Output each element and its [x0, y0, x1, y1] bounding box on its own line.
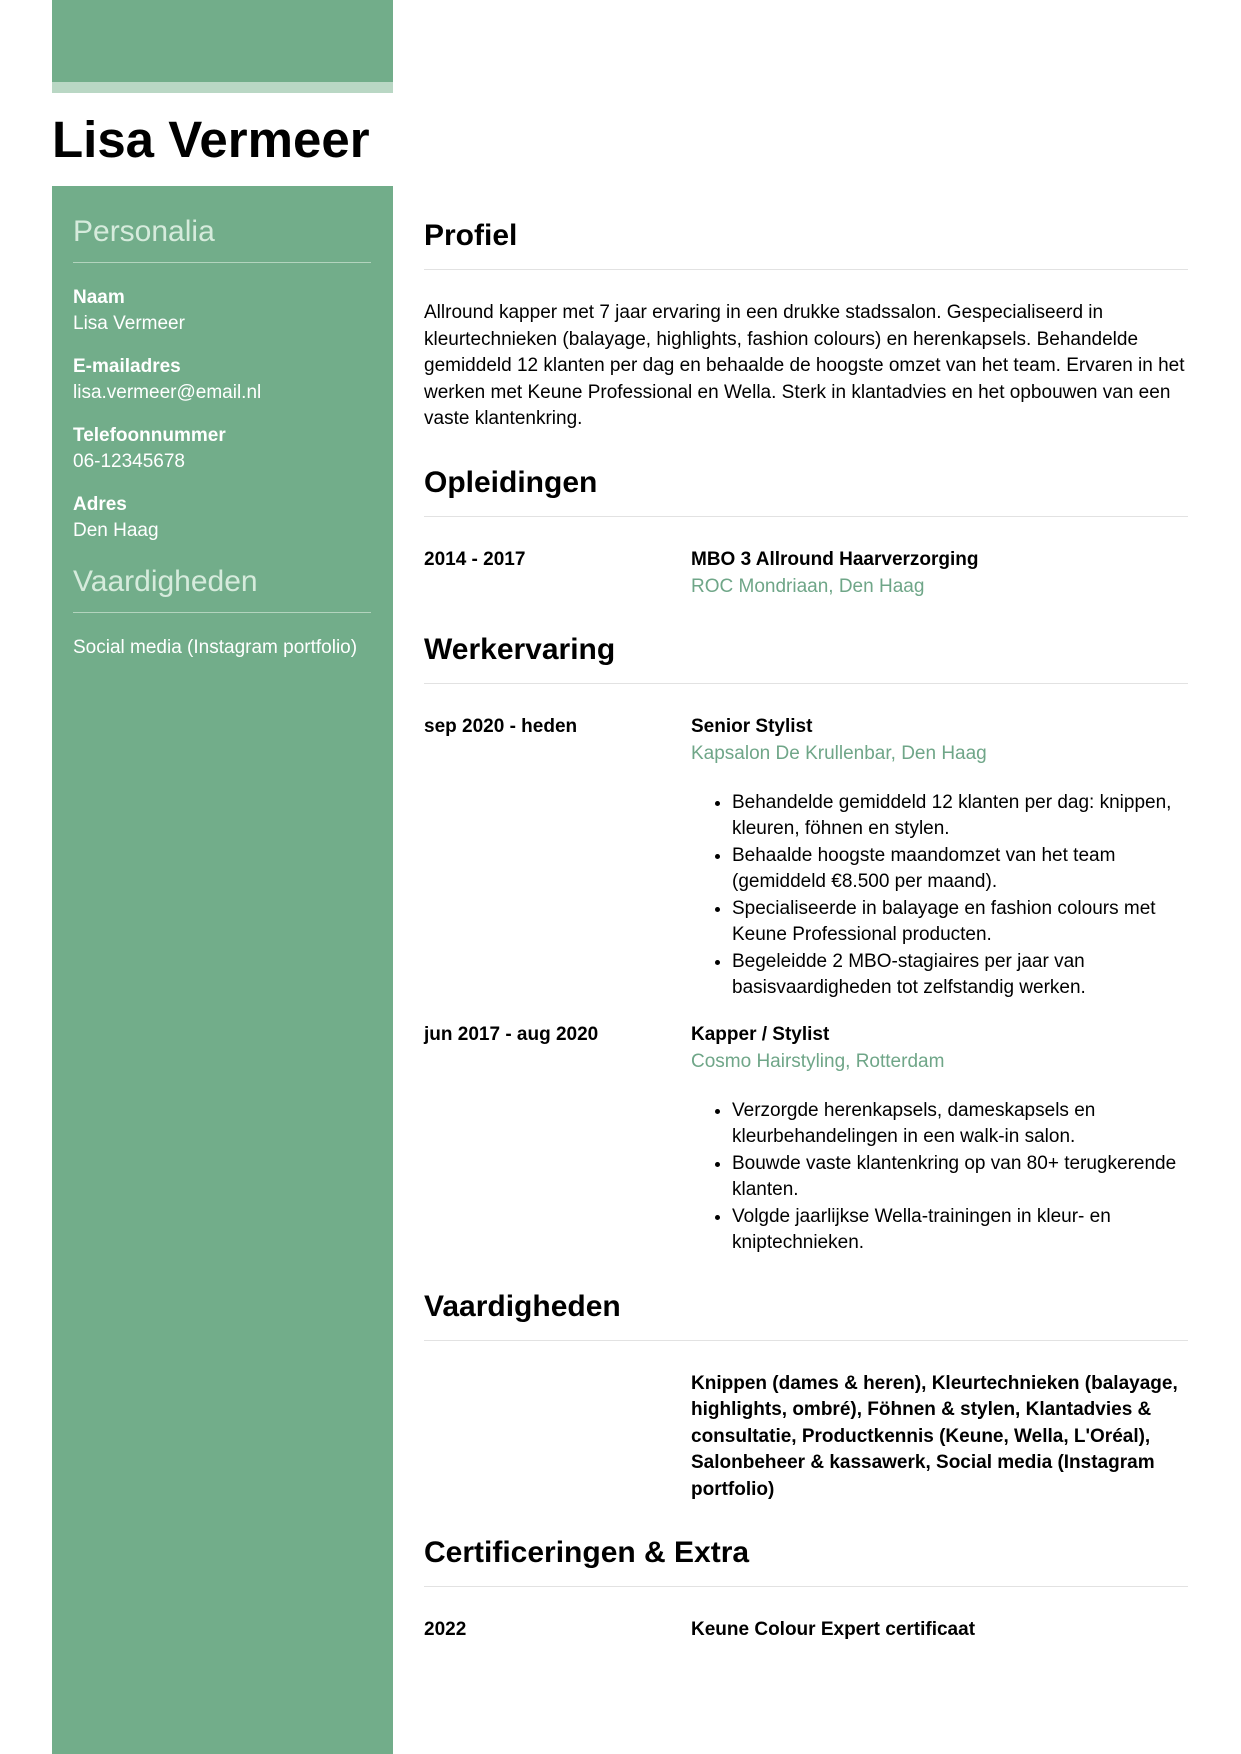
entry-bullets [691, 790, 1188, 1002]
section-title: Werkervaring [424, 628, 1188, 684]
entry-title: Keune Colour Expert certificaat [691, 1619, 976, 1640]
section-title: Opleidingen [424, 461, 1188, 517]
section-title: Vaardigheden [424, 1285, 1188, 1341]
field-value: lisa.vermeer@email.nl [73, 382, 262, 403]
entry-organization: Kapsalon De Krullenbar, Den Haag [691, 742, 987, 764]
field-value: 06-12345678 [73, 451, 185, 472]
entry-date: 2022 [424, 1619, 467, 1640]
certification-entry [424, 1617, 1188, 1643]
bullet-item: • Verzorgde herenkapsels, dameskapsels en kleurbehandelingen in een walk-in salon. [732, 1098, 1188, 1151]
entry-organization: ROC Mondriaan, Den Haag [691, 575, 925, 597]
bullet-item: • Bouwde vaste klantenkring op van 80+ terugkerende klanten. [732, 1151, 1188, 1204]
field-value: Den Haag [73, 520, 159, 541]
bullet-item: • Volgde jaarlijkse Wella-trainingen in kleur- en kniptechnieken. [732, 1204, 1188, 1257]
personal-field-email [73, 354, 371, 406]
section-certifications [424, 1531, 1188, 1643]
header-accent-block [52, 0, 393, 82]
section-profile [424, 214, 1188, 433]
personal-field-phone [73, 423, 371, 475]
section-experience [424, 628, 1188, 1257]
entry-date: 2014 - 2017 [424, 548, 526, 570]
header-accent-stripe [52, 82, 393, 93]
field-label: Naam [73, 287, 125, 308]
entry-bullets [691, 1098, 1188, 1257]
experience-entry [424, 1022, 1188, 1257]
bullet-item: • Begeleidde 2 MBO-stagiaires per jaar van basisvaardigheden tot zelfstandig werken. [732, 949, 1188, 1002]
entry-organization: Cosmo Hairstyling, Rotterdam [691, 1050, 945, 1072]
entry-date: sep 2020 - heden [424, 715, 578, 737]
sidebar-heading-personalia: Personalia [73, 214, 371, 263]
education-entry [424, 547, 1188, 600]
personal-field-address [73, 492, 371, 544]
entry-date: jun 2017 - aug 2020 [424, 1023, 599, 1045]
field-label: Adres [73, 494, 127, 515]
field-label: E-mailadres [73, 356, 181, 377]
section-education [424, 461, 1188, 600]
section-title: Certificeringen & Extra [424, 1531, 1188, 1587]
section-skills [424, 1285, 1188, 1504]
experience-entry [424, 714, 1188, 1002]
skills-text: Knippen (dames & heren), Kleurtechnieken (balayage, highlights, ombré), Föhnen & stylen, Klantadvies & consultatie, Productkennis (Keune, Wella, L'Oréal), Salonbeheer & kassawerk, Social media (Instagram portfolio) [691, 1372, 1178, 1500]
bullet-item: • Specialiseerde in balayage en fashion colours met Keune Professional producten. [732, 896, 1188, 949]
section-title: Profiel [424, 214, 1188, 270]
entry-title: MBO 3 Allround Haarverzorging [691, 548, 979, 570]
field-value: Lisa Vermeer [73, 313, 185, 334]
field-label: Telefoonnummer [73, 425, 226, 446]
main-content [424, 214, 1188, 1643]
entry-title: Senior Stylist [691, 715, 813, 737]
bullet-item: • Behandelde gemiddeld 12 klanten per dag: knippen, kleuren, föhnen en stylen. [732, 790, 1188, 843]
sidebar-heading-skills: Vaardigheden [73, 564, 371, 613]
candidate-name: Lisa Vermeer [52, 111, 370, 168]
entry-title: Kapper / Stylist [691, 1023, 830, 1045]
sidebar [52, 186, 393, 1754]
personal-field-name [73, 285, 371, 337]
profile-text: Allround kapper met 7 jaar ervaring in een drukke stadssalon. Gespecialiseerd in kleurtechnieken (balayage, highlights, fashion colours) en herenkapsels. Behandelde gemiddeld 12 klanten per dag en behaalde de hoogste omzet van het team. Ervaren in het werken met Keune Professional en Wella. Sterk in klantadvies en het opbouwen van een vaste klantenkring. [424, 302, 1185, 429]
sidebar-skill-item: Social media (Instagram portfolio) [73, 637, 358, 658]
bullet-item: • Behaalde hoogste maandomzet van het team (gemiddeld €8.500 per maand). [732, 843, 1188, 896]
